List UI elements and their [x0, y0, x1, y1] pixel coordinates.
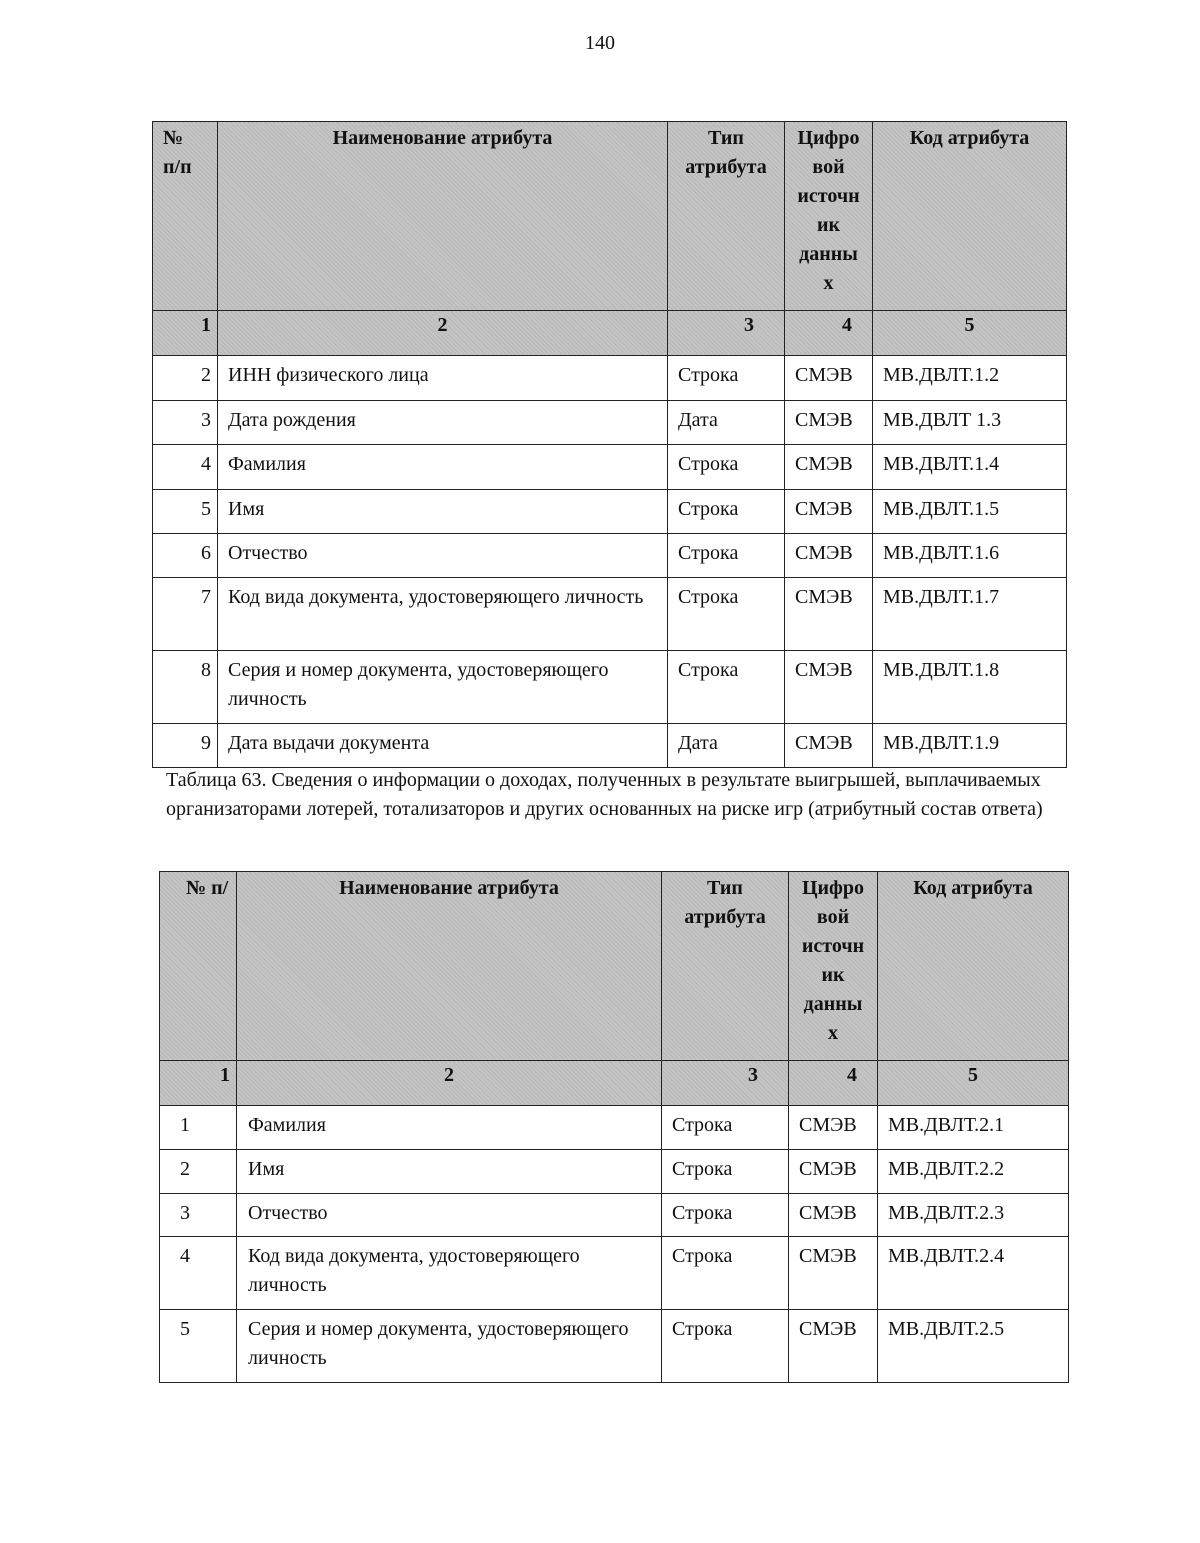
cell-code: МВ.ДВЛТ.1.4	[873, 445, 1067, 490]
cell-num: 9	[153, 724, 218, 768]
cell-num: 3	[153, 401, 218, 445]
cell-source: СМЭВ	[789, 1150, 878, 1194]
table-row	[153, 651, 1067, 724]
cell-num: 2	[153, 356, 218, 401]
cell-type: Строка	[668, 651, 785, 724]
cell-code: МВ.ДВЛТ.2.2	[878, 1150, 1069, 1194]
cell-source: СМЭВ	[789, 1194, 878, 1237]
cell-code: МВ.ДВЛТ.1.2	[873, 356, 1067, 401]
header-type	[668, 122, 785, 311]
column-number: 4	[789, 1061, 878, 1106]
header-line: Тип	[708, 127, 744, 149]
column-number: 2	[218, 311, 668, 356]
cell-type: Строка	[662, 1310, 789, 1383]
column-number: 3	[662, 1061, 789, 1106]
cell-name: Серия и номер документа, удостоверяющего личность	[218, 651, 668, 724]
table-row	[153, 724, 1067, 768]
column-number: 5	[878, 1061, 1069, 1106]
cell-type: Строка	[668, 534, 785, 578]
cell-source: СМЭВ	[789, 1237, 878, 1310]
cell-source: СМЭВ	[789, 1106, 878, 1150]
header-code	[873, 122, 1067, 311]
table-1-header-row	[153, 122, 1067, 311]
header-type	[662, 872, 789, 1061]
cell-name: Имя	[237, 1150, 662, 1194]
cell-code: МВ.ДВЛТ.1.7	[873, 578, 1067, 651]
cell-code: МВ.ДВЛТ.1.9	[873, 724, 1067, 768]
cell-name: Код вида документа, удостоверяющего личность	[237, 1237, 662, 1310]
header-line: атрибута	[685, 156, 767, 178]
cell-code: МВ.ДВЛТ.2.3	[878, 1194, 1069, 1237]
table-row	[160, 1194, 1069, 1237]
cell-source: СМЭВ	[785, 724, 873, 768]
cell-code: МВ.ДВЛТ.1.5	[873, 490, 1067, 534]
header-line: Наименование атрибута	[339, 877, 559, 899]
header-line: Цифро	[801, 877, 865, 899]
cell-name: Дата выдачи документа	[218, 724, 668, 768]
header-line: вой	[812, 156, 845, 178]
header-name	[218, 122, 668, 311]
cell-name: Серия и номер документа, удостоверяющего личность	[237, 1310, 662, 1383]
cell-code: МВ.ДВЛТ.1.6	[873, 534, 1067, 578]
table-caption: Таблица 63. Сведения о информации о доходах, полученных в результате выигрышей, выплачиваемых организаторами лотерей, тотализаторов и других основанных на риске игр (атрибутный состав ответа)	[166, 769, 1043, 820]
cell-type: Строка	[662, 1237, 789, 1310]
cell-type: Строка	[668, 445, 785, 490]
column-number: 1	[160, 1061, 237, 1106]
cell-code: МВ.ДВЛТ 1.3	[873, 401, 1067, 445]
cell-num: 6	[153, 534, 218, 578]
column-number: 3	[668, 311, 785, 356]
table-row	[153, 356, 1067, 401]
table-row	[153, 445, 1067, 490]
cell-source: СМЭВ	[789, 1310, 878, 1383]
cell-source: СМЭВ	[785, 356, 873, 401]
header-line: х	[823, 272, 834, 294]
header-line: ик	[821, 964, 845, 986]
column-number: 4	[785, 311, 873, 356]
cell-type: Дата	[668, 401, 785, 445]
header-num	[160, 872, 237, 1061]
table-row	[160, 1150, 1069, 1194]
table-row	[153, 401, 1067, 445]
cell-num: 5	[160, 1310, 237, 1383]
table-2-column-numbers	[160, 1061, 1069, 1106]
cell-source: СМЭВ	[785, 578, 873, 651]
cell-source: СМЭВ	[785, 490, 873, 534]
cell-num: 5	[153, 490, 218, 534]
cell-name: Фамилия	[218, 445, 668, 490]
attribute-table-63	[159, 871, 1069, 1383]
cell-source: СМЭВ	[785, 534, 873, 578]
table-row	[153, 534, 1067, 578]
cell-num: 4	[160, 1237, 237, 1310]
cell-type: Строка	[662, 1150, 789, 1194]
cell-name: Дата рождения	[218, 401, 668, 445]
header-line: Код атрибута	[909, 127, 1030, 149]
cell-name: Отчество	[218, 534, 668, 578]
header-line: данны	[799, 243, 858, 265]
header-line: источн	[801, 935, 865, 957]
header-line: х	[828, 1022, 838, 1044]
cell-num: 2	[160, 1150, 237, 1194]
table-row	[160, 1310, 1069, 1383]
cell-code: МВ.ДВЛТ.2.5	[878, 1310, 1069, 1383]
cell-type: Строка	[662, 1194, 789, 1237]
header-num	[153, 122, 218, 311]
cell-source: СМЭВ	[785, 651, 873, 724]
cell-code: МВ.ДВЛТ.1.8	[873, 651, 1067, 724]
cell-type: Дата	[668, 724, 785, 768]
column-number: 5	[873, 311, 1067, 356]
header-line: данны	[803, 993, 863, 1015]
cell-type: Строка	[668, 356, 785, 401]
table-row	[160, 1106, 1069, 1150]
cell-name: Фамилия	[237, 1106, 662, 1150]
cell-num: 7	[153, 578, 218, 651]
cell-num: 8	[153, 651, 218, 724]
header-source	[785, 122, 873, 311]
header-line: ик	[816, 214, 841, 236]
header-line: № п/	[186, 877, 229, 899]
header-line: источн	[797, 185, 860, 207]
header-code	[878, 872, 1069, 1061]
cell-num: 3	[160, 1194, 237, 1237]
table-2-header-row	[160, 872, 1069, 1061]
header-line: п/п	[163, 156, 192, 178]
column-number: 1	[153, 311, 218, 356]
cell-name: Код вида документа, удостоверяющего личность	[218, 578, 668, 651]
header-line: №	[163, 127, 184, 149]
header-line: вой	[816, 906, 850, 928]
header-line: Код атрибута	[913, 877, 1033, 899]
header-line: Наименование атрибута	[332, 127, 553, 149]
cell-type: Строка	[668, 490, 785, 534]
cell-source: СМЭВ	[785, 401, 873, 445]
cell-type: Строка	[662, 1106, 789, 1150]
header-line: Цифро	[797, 127, 860, 149]
table-row	[153, 578, 1067, 651]
header-source	[789, 872, 878, 1061]
cell-name: Отчество	[237, 1194, 662, 1237]
cell-name: Имя	[218, 490, 668, 534]
cell-code: МВ.ДВЛТ.2.1	[878, 1106, 1069, 1150]
cell-name: ИНН физического лица	[218, 356, 668, 401]
cell-source: СМЭВ	[785, 445, 873, 490]
header-line: Тип	[707, 877, 743, 899]
table-row	[160, 1237, 1069, 1310]
cell-type: Строка	[668, 578, 785, 651]
cell-num: 4	[153, 445, 218, 490]
header-name	[237, 872, 662, 1061]
header-line: атрибута	[684, 906, 766, 928]
table-row	[153, 490, 1067, 534]
attribute-table-1	[152, 121, 1067, 768]
table-1-column-numbers	[153, 311, 1067, 356]
cell-num: 1	[160, 1106, 237, 1150]
page-number: 140	[585, 32, 615, 54]
column-number: 2	[237, 1061, 662, 1106]
cell-code: МВ.ДВЛТ.2.4	[878, 1237, 1069, 1310]
